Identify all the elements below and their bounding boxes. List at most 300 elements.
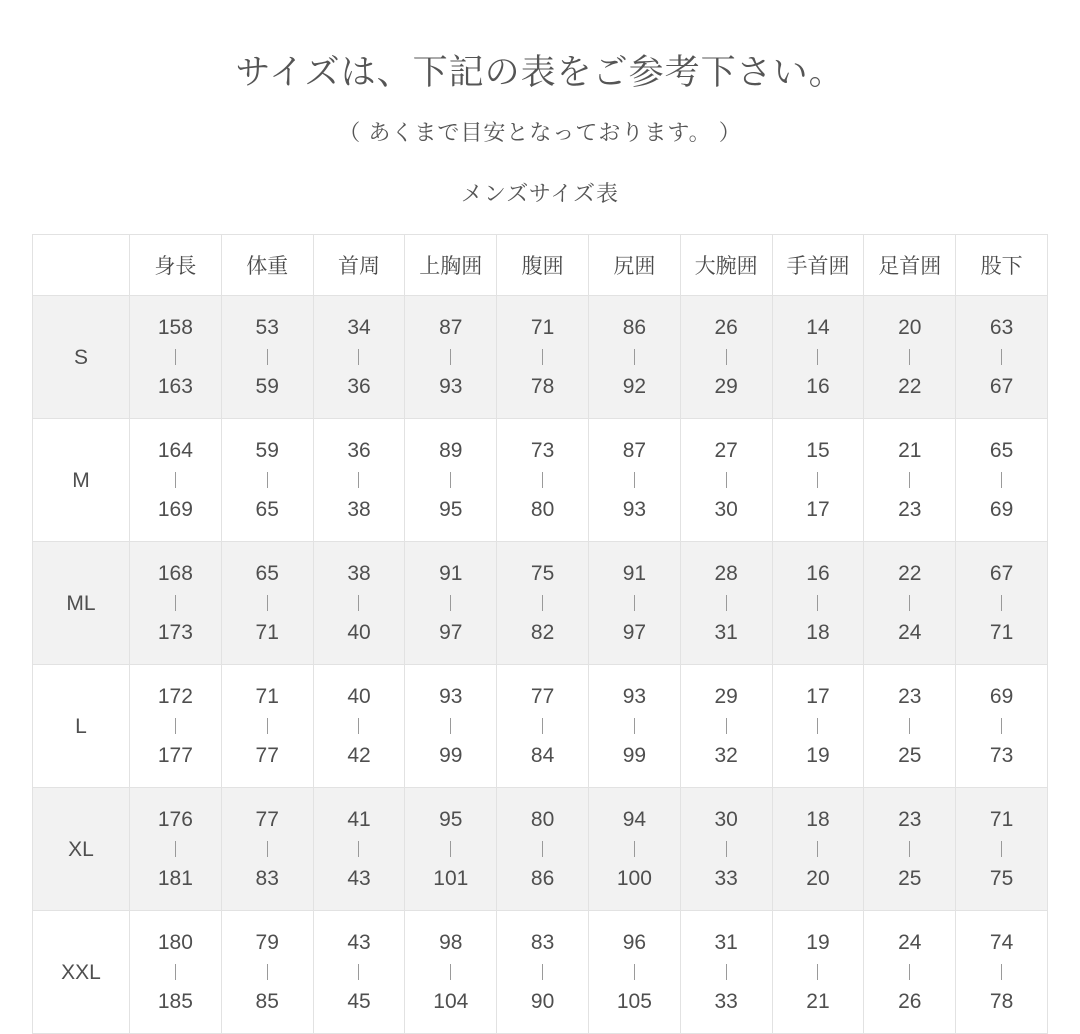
column-header: 足首囲 (864, 235, 956, 296)
range-max: 43 (347, 867, 371, 890)
range-max: 80 (530, 498, 555, 521)
range-separator-icon (726, 349, 727, 365)
range-max: 105 (616, 990, 652, 1013)
range-separator-icon (267, 964, 268, 980)
range-separator-icon (634, 595, 635, 611)
range-separator-icon (267, 349, 268, 365)
range-value (315, 563, 404, 643)
column-header: 腹囲 (497, 235, 589, 296)
range-value (957, 317, 1046, 397)
range-value (774, 932, 863, 1012)
range-min: 172 (157, 685, 193, 708)
range-separator-icon (450, 595, 451, 611)
measurement-cell (497, 542, 589, 665)
range-value (223, 686, 312, 766)
range-separator-icon (450, 964, 451, 980)
range-separator-icon (175, 841, 176, 857)
range-min: 16 (806, 562, 830, 585)
range-separator-icon (817, 472, 818, 488)
range-min: 31 (714, 931, 738, 954)
range-max: 16 (806, 375, 830, 398)
measurement-cell (405, 296, 497, 419)
range-max: 17 (806, 498, 830, 521)
measurement-cell (313, 542, 405, 665)
range-value (590, 563, 679, 643)
range-min: 73 (530, 439, 555, 462)
range-min: 74 (989, 931, 1014, 954)
measurement-cell (772, 665, 864, 788)
measurement-cell (405, 911, 497, 1034)
range-min: 27 (714, 439, 738, 462)
range-separator-icon (909, 472, 910, 488)
measurement-cell (221, 665, 313, 788)
range-separator-icon (634, 964, 635, 980)
range-separator-icon (358, 841, 359, 857)
range-min: 30 (714, 808, 738, 831)
range-max: 31 (714, 621, 738, 644)
range-min: 24 (898, 931, 922, 954)
measurement-cell (588, 665, 680, 788)
range-min: 75 (530, 562, 555, 585)
measurement-cell (313, 665, 405, 788)
measurement-cell (497, 665, 589, 788)
range-value (498, 317, 587, 397)
measurement-cell (221, 911, 313, 1034)
range-separator-icon (542, 964, 543, 980)
range-min: 19 (806, 931, 830, 954)
measurement-cell (497, 419, 589, 542)
range-value (315, 932, 404, 1012)
range-max: 32 (714, 744, 738, 767)
measurement-cell (130, 542, 222, 665)
size-label: ML (33, 542, 130, 665)
range-max: 40 (347, 621, 371, 644)
range-min: 17 (806, 685, 830, 708)
range-value (957, 809, 1046, 889)
range-separator-icon (542, 349, 543, 365)
range-separator-icon (450, 841, 451, 857)
section-label: メンズサイズ表 (460, 181, 620, 206)
measurement-cell (221, 296, 313, 419)
range-min: 65 (989, 439, 1014, 462)
range-min: 15 (806, 439, 830, 462)
measurement-cell (680, 296, 772, 419)
range-max: 67 (989, 375, 1014, 398)
measurement-cell (405, 665, 497, 788)
range-max: 21 (806, 990, 830, 1013)
range-min: 98 (439, 931, 463, 954)
measurement-cell (130, 911, 222, 1034)
range-max: 59 (255, 375, 279, 398)
range-min: 34 (347, 316, 371, 339)
range-min: 91 (622, 562, 647, 585)
range-value (315, 317, 404, 397)
range-min: 180 (157, 931, 193, 954)
measurement-cell (221, 542, 313, 665)
range-value (865, 317, 954, 397)
range-max: 77 (255, 744, 279, 767)
range-max: 85 (255, 990, 279, 1013)
range-value (223, 932, 312, 1012)
range-max: 99 (439, 744, 463, 767)
size-label: M (33, 419, 130, 542)
range-value (774, 317, 863, 397)
range-separator-icon (1001, 472, 1002, 488)
range-min: 93 (439, 685, 463, 708)
range-value (590, 440, 679, 520)
range-value (865, 686, 954, 766)
range-separator-icon (267, 718, 268, 734)
range-min: 158 (157, 316, 193, 339)
range-min: 22 (898, 562, 922, 585)
range-separator-icon (267, 595, 268, 611)
page-title: サイズは、下記の表をご参考下さい。 (235, 53, 845, 92)
size-label: L (33, 665, 130, 788)
range-max: 90 (530, 990, 555, 1013)
range-separator-icon (634, 841, 635, 857)
range-min: 18 (806, 808, 830, 831)
column-header: 手首囲 (772, 235, 864, 296)
range-max: 86 (530, 867, 555, 890)
measurement-cell (405, 542, 497, 665)
range-value (498, 440, 587, 520)
range-max: 69 (989, 498, 1014, 521)
column-header: 身長 (130, 235, 222, 296)
range-min: 71 (530, 316, 555, 339)
measurement-cell (405, 788, 497, 911)
range-value (590, 686, 679, 766)
measurement-cell (680, 542, 772, 665)
range-max: 23 (898, 498, 922, 521)
range-value (774, 440, 863, 520)
range-min: 93 (622, 685, 647, 708)
range-separator-icon (175, 964, 176, 980)
range-min: 53 (255, 316, 279, 339)
measurement-cell (680, 788, 772, 911)
range-max: 24 (898, 621, 922, 644)
range-value (957, 563, 1046, 643)
range-value (131, 317, 220, 397)
range-value (406, 440, 495, 520)
measurement-cell (588, 911, 680, 1034)
measurement-cell (680, 665, 772, 788)
range-separator-icon (909, 595, 910, 611)
size-label: XXL (33, 911, 130, 1034)
range-min: 91 (439, 562, 463, 585)
range-value (223, 317, 312, 397)
range-value (498, 686, 587, 766)
range-separator-icon (175, 595, 176, 611)
range-value (223, 563, 312, 643)
range-value (406, 686, 495, 766)
range-max: 99 (622, 744, 647, 767)
range-separator-icon (909, 349, 910, 365)
range-separator-icon (1001, 349, 1002, 365)
range-separator-icon (909, 841, 910, 857)
measurement-cell (772, 296, 864, 419)
range-value (590, 932, 679, 1012)
table-row (33, 419, 1048, 542)
range-max: 177 (157, 744, 193, 767)
range-max: 101 (433, 867, 469, 890)
range-min: 87 (622, 439, 647, 462)
table-row (33, 296, 1048, 419)
column-header: 大腕囲 (680, 235, 772, 296)
range-value (131, 440, 220, 520)
range-separator-icon (817, 964, 818, 980)
measurement-cell (956, 542, 1048, 665)
range-min: 80 (530, 808, 555, 831)
range-min: 23 (898, 685, 922, 708)
range-separator-icon (634, 472, 635, 488)
table-row (33, 665, 1048, 788)
measurement-cell (864, 788, 956, 911)
measurement-cell (956, 419, 1048, 542)
range-min: 29 (714, 685, 738, 708)
range-value (315, 809, 404, 889)
measurement-cell (313, 419, 405, 542)
range-max: 71 (255, 621, 279, 644)
range-value (406, 317, 495, 397)
measurement-cell (680, 911, 772, 1034)
range-separator-icon (726, 718, 727, 734)
range-max: 18 (806, 621, 830, 644)
measurement-cell (130, 419, 222, 542)
measurement-cell (772, 419, 864, 542)
range-value (865, 932, 954, 1012)
range-max: 22 (898, 375, 922, 398)
range-separator-icon (450, 349, 451, 365)
range-max: 65 (255, 498, 279, 521)
range-separator-icon (817, 349, 818, 365)
range-value (774, 809, 863, 889)
range-max: 78 (989, 990, 1014, 1013)
range-min: 164 (157, 439, 193, 462)
range-max: 92 (622, 375, 647, 398)
measurement-cell (497, 911, 589, 1034)
range-separator-icon (909, 718, 910, 734)
range-value (498, 563, 587, 643)
range-min: 59 (255, 439, 279, 462)
range-value (865, 563, 954, 643)
range-value (223, 440, 312, 520)
range-separator-icon (358, 472, 359, 488)
measurement-cell (772, 911, 864, 1034)
range-max: 104 (433, 990, 469, 1013)
range-separator-icon (358, 718, 359, 734)
range-max: 84 (530, 744, 555, 767)
range-separator-icon (358, 595, 359, 611)
measurement-cell (864, 296, 956, 419)
range-value (406, 809, 495, 889)
range-min: 176 (157, 808, 193, 831)
range-min: 23 (898, 808, 922, 831)
range-max: 38 (347, 498, 371, 521)
page-subtitle: （ あくまで目安となっております。 ） (338, 120, 742, 145)
column-header: 股下 (956, 235, 1048, 296)
range-value (406, 932, 495, 1012)
measurement-cell (130, 788, 222, 911)
range-max: 20 (806, 867, 830, 890)
measurement-cell (221, 788, 313, 911)
range-separator-icon (175, 472, 176, 488)
range-min: 79 (255, 931, 279, 954)
table-row (33, 788, 1048, 911)
range-min: 83 (530, 931, 555, 954)
measurement-cell (130, 296, 222, 419)
mens-size-table (32, 234, 1048, 1034)
column-header: 尻囲 (588, 235, 680, 296)
range-separator-icon (542, 718, 543, 734)
size-label: XL (33, 788, 130, 911)
range-separator-icon (726, 595, 727, 611)
range-value (315, 686, 404, 766)
range-value (682, 686, 771, 766)
table-corner-cell (33, 235, 130, 296)
range-min: 69 (989, 685, 1014, 708)
measurement-cell (497, 788, 589, 911)
range-min: 67 (989, 562, 1014, 585)
range-max: 97 (439, 621, 463, 644)
table-row (33, 542, 1048, 665)
range-min: 14 (806, 316, 830, 339)
range-separator-icon (817, 595, 818, 611)
range-max: 181 (157, 867, 193, 890)
measurement-cell (405, 419, 497, 542)
measurement-cell (864, 542, 956, 665)
column-header: 上胸囲 (405, 235, 497, 296)
range-separator-icon (726, 964, 727, 980)
measurement-cell (956, 788, 1048, 911)
range-separator-icon (450, 718, 451, 734)
range-value (774, 686, 863, 766)
range-min: 21 (898, 439, 922, 462)
range-max: 42 (347, 744, 371, 767)
range-value (682, 809, 771, 889)
range-min: 40 (347, 685, 371, 708)
range-min: 71 (255, 685, 279, 708)
measurement-cell (313, 296, 405, 419)
measurement-cell (956, 665, 1048, 788)
range-separator-icon (542, 472, 543, 488)
range-min: 86 (622, 316, 647, 339)
measurement-cell (772, 788, 864, 911)
range-separator-icon (634, 718, 635, 734)
range-max: 95 (439, 498, 463, 521)
range-min: 94 (622, 808, 647, 831)
range-separator-icon (358, 964, 359, 980)
measurement-cell (313, 788, 405, 911)
range-max: 25 (898, 744, 922, 767)
range-min: 38 (347, 562, 371, 585)
range-value (131, 686, 220, 766)
range-value (682, 440, 771, 520)
range-value (957, 932, 1046, 1012)
table-row (33, 911, 1048, 1034)
range-min: 168 (157, 562, 193, 585)
range-max: 83 (255, 867, 279, 890)
range-separator-icon (634, 349, 635, 365)
range-min: 89 (439, 439, 463, 462)
range-max: 100 (616, 867, 652, 890)
range-value (865, 809, 954, 889)
range-max: 185 (157, 990, 193, 1013)
range-value (682, 317, 771, 397)
range-max: 33 (714, 990, 738, 1013)
range-min: 20 (898, 316, 922, 339)
range-max: 33 (714, 867, 738, 890)
range-separator-icon (817, 718, 818, 734)
measurement-cell (588, 419, 680, 542)
range-min: 28 (714, 562, 738, 585)
range-max: 25 (898, 867, 922, 890)
measurement-cell (864, 911, 956, 1034)
range-max: 163 (157, 375, 193, 398)
range-max: 173 (157, 621, 193, 644)
range-value (223, 809, 312, 889)
measurement-cell (221, 419, 313, 542)
range-min: 96 (622, 931, 647, 954)
range-max: 78 (530, 375, 555, 398)
range-value (131, 563, 220, 643)
range-max: 30 (714, 498, 738, 521)
range-separator-icon (909, 964, 910, 980)
range-value (865, 440, 954, 520)
range-min: 65 (255, 562, 279, 585)
measurement-cell (864, 665, 956, 788)
measurement-cell (956, 296, 1048, 419)
measurement-cell (680, 419, 772, 542)
range-value (682, 563, 771, 643)
range-separator-icon (817, 841, 818, 857)
range-max: 26 (898, 990, 922, 1013)
range-value (774, 563, 863, 643)
measurement-cell (864, 419, 956, 542)
table-header-row (33, 235, 1048, 296)
range-value (957, 440, 1046, 520)
table-body (33, 296, 1048, 1034)
range-separator-icon (726, 841, 727, 857)
range-max: 45 (347, 990, 371, 1013)
column-header: 体重 (221, 235, 313, 296)
measurement-cell (588, 542, 680, 665)
range-max: 97 (622, 621, 647, 644)
range-min: 26 (714, 316, 738, 339)
size-table-container (0, 208, 1080, 1034)
range-max: 19 (806, 744, 830, 767)
range-value (406, 563, 495, 643)
range-max: 36 (347, 375, 371, 398)
range-value (131, 932, 220, 1012)
range-separator-icon (1001, 595, 1002, 611)
range-min: 43 (347, 931, 371, 954)
range-separator-icon (1001, 718, 1002, 734)
range-separator-icon (1001, 964, 1002, 980)
measurement-cell (588, 788, 680, 911)
range-separator-icon (542, 841, 543, 857)
range-min: 77 (255, 808, 279, 831)
range-separator-icon (267, 472, 268, 488)
range-min: 95 (439, 808, 463, 831)
range-separator-icon (358, 349, 359, 365)
range-max: 75 (989, 867, 1014, 890)
range-max: 71 (989, 621, 1014, 644)
range-min: 41 (347, 808, 371, 831)
measurement-cell (497, 296, 589, 419)
range-value (315, 440, 404, 520)
measurement-cell (313, 911, 405, 1034)
size-label: S (33, 296, 130, 419)
